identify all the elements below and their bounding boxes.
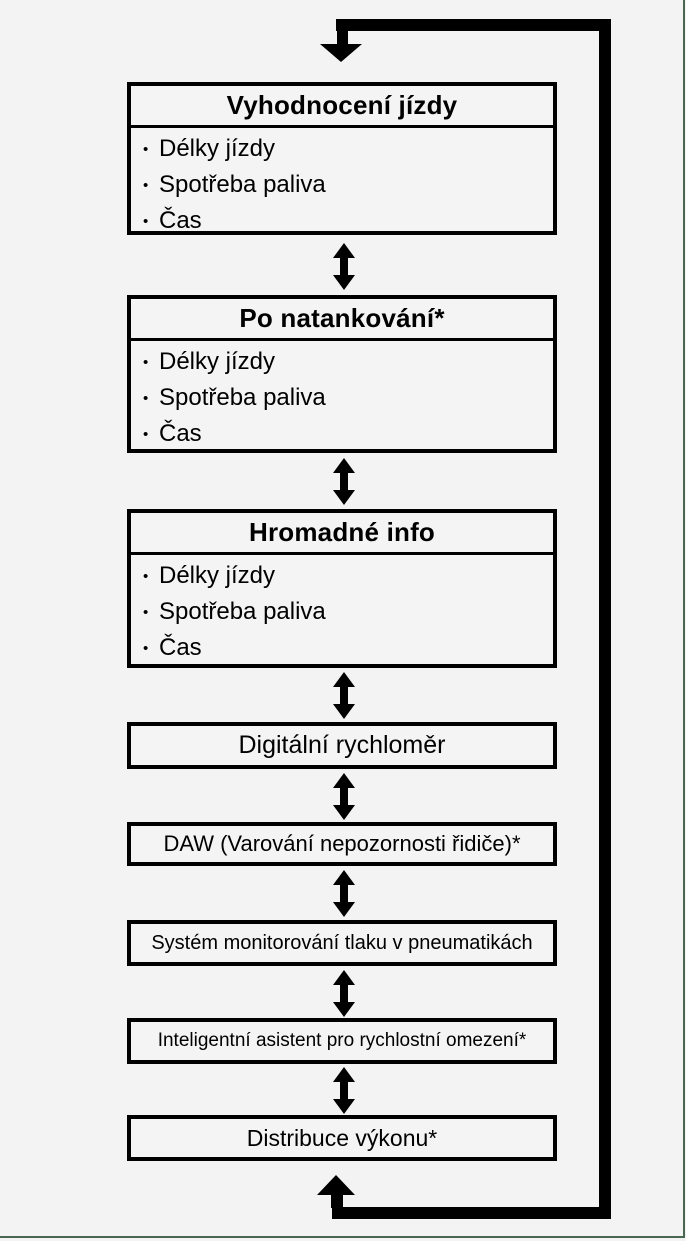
bullet-icon: •: [143, 176, 149, 194]
menu-item: [143, 380, 547, 416]
loop-line-bottom: [332, 1207, 611, 1219]
menu-item: [143, 594, 547, 630]
loop-line-right: [599, 19, 611, 1219]
menu-box-title: Systém monitorování tlaku v pneumatikách: [151, 931, 533, 954]
menu-box-title: DAW (Varování nepozornosti řidiče)*: [163, 831, 521, 856]
bullet-icon: •: [143, 567, 149, 585]
down-arrow-icon: [320, 44, 362, 62]
menu-item: [143, 131, 547, 167]
menu-box-hromadne-info: [127, 509, 557, 668]
menu-item: [143, 630, 547, 666]
menu-box-title: Inteligentní asistent pro rychlostní omezení*: [157, 1030, 527, 1051]
loop-line-bottom-stub: [331, 1193, 343, 1208]
menu-item-list: [131, 341, 553, 452]
menu-item-label: Čas: [159, 634, 202, 661]
menu-item: [143, 203, 547, 239]
menu-box-title: Po natankování*: [131, 299, 553, 341]
menu-box-vyhodnoceni-jizdy: [127, 82, 557, 235]
menu-box-digitalni-rychlomer: [127, 722, 557, 769]
up-down-arrow-icon: [333, 970, 355, 1017]
menu-box-po-natankovani: [127, 295, 557, 453]
menu-item: [143, 344, 547, 380]
bullet-icon: •: [143, 212, 149, 230]
up-down-arrow-icon: [333, 773, 355, 820]
loop-line-top-stub: [337, 30, 348, 45]
menu-box-tpms: [127, 920, 557, 966]
menu-item: [143, 416, 547, 452]
menu-item-label: Délky jízdy: [159, 562, 276, 589]
page-edge-bottom: [0, 1236, 685, 1238]
up-arrow-icon: [317, 1175, 355, 1195]
menu-item-label: Čas: [159, 207, 202, 234]
menu-item: [143, 558, 547, 594]
up-down-arrow-icon: [333, 672, 355, 719]
menu-box-distribuce-vykonu: [127, 1115, 557, 1161]
menu-box-daw: [127, 822, 557, 866]
up-down-arrow-icon: [333, 870, 355, 917]
up-down-arrow-icon: [333, 458, 355, 505]
menu-box-title: Distribuce výkonu*: [246, 1124, 438, 1151]
bullet-icon: •: [143, 425, 149, 443]
menu-box-title: Digitální rychloměr: [238, 731, 446, 759]
bullet-icon: •: [143, 603, 149, 621]
menu-item: [143, 167, 547, 203]
menu-item-label: Spotřeba paliva: [159, 171, 326, 198]
menu-box-title: Vyhodnocení jízdy: [131, 86, 553, 128]
loop-line-top: [336, 19, 611, 31]
page-edge-right: [683, 0, 685, 1238]
up-down-arrow-icon: [333, 243, 355, 290]
menu-item-label: Spotřeba paliva: [159, 598, 326, 625]
menu-item-list: [131, 128, 553, 239]
bullet-icon: •: [143, 353, 149, 371]
menu-box-title: Hromadné info: [131, 513, 553, 555]
menu-item-label: Spotřeba paliva: [159, 384, 326, 411]
up-down-arrow-icon: [333, 1067, 355, 1114]
menu-item-list: [131, 555, 553, 666]
bullet-icon: •: [143, 389, 149, 407]
menu-item-label: Délky jízdy: [159, 348, 276, 375]
menu-box-isla: [127, 1018, 557, 1064]
bullet-icon: •: [143, 639, 149, 657]
menu-item-label: Délky jízdy: [159, 135, 276, 162]
menu-item-label: Čas: [159, 420, 202, 447]
bullet-icon: •: [143, 140, 149, 158]
